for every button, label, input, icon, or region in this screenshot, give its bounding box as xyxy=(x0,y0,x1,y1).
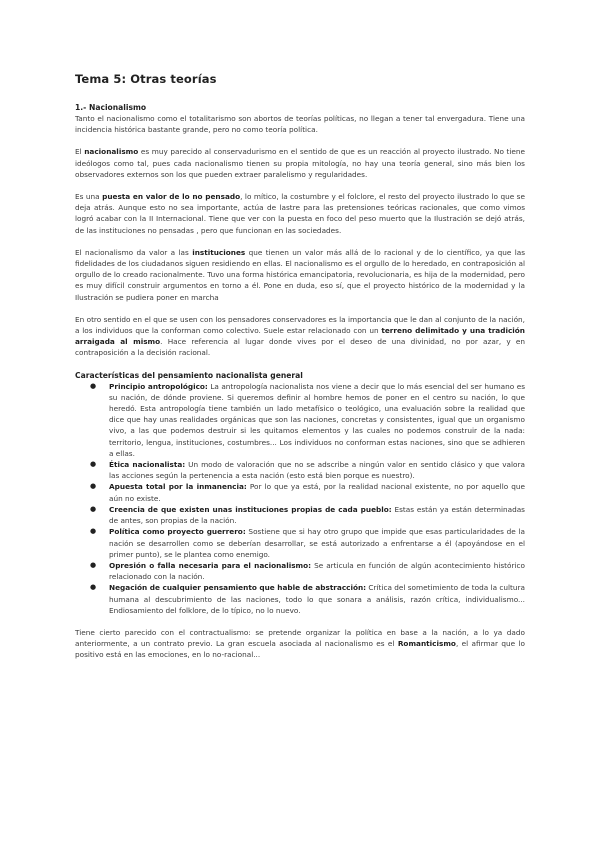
bullet-icon: ● xyxy=(90,460,97,469)
text-run: El xyxy=(75,147,85,157)
text-run: es muy parecido al conservadurismo en el sentido de que es un reacción al proyecto ilustrado. No tiene ideólogos como tal, pues cada nacionalismo tienen su propia mitología, no hay una teoría general, sino más bien los observadores externos son los que pueden extraer paralelismo y regularidades. xyxy=(75,147,525,179)
paragraph-3 xyxy=(75,191,525,236)
bullet-icon: ● xyxy=(90,504,97,513)
paragraph-4 xyxy=(75,247,525,303)
bullet-icon: ● xyxy=(90,583,97,592)
paragraph-5 xyxy=(75,314,525,359)
text-run: , lo mítico, la costumbre y el folclore, el resto del proyecto ilustrado lo que se deja atrás. Aunque esto no sea importante, actúa de lastre para las pretensiones teóricas racionales, que como vimos logró acabar con la II Internacional. Tiene que ver con la puesta en foco del peso muerto que la Ilustración se dejó atrás, de las instituciones no pensadas , pero que funcionan en las sociedades. xyxy=(75,192,525,235)
item-label: Creencia de que existen unas instituciones propias de cada pueblo: xyxy=(109,504,392,514)
bullet-icon: ● xyxy=(90,560,97,569)
text-run: que tienen un valor más allá de lo racional y de lo científico, ya que las fidelidades de los ciudadanos siguen residiendo en ellas. El nacionalismo es el orgullo de lo heredado, en contraposición al orgullo de lo creado racionalmente. Tuvo una forma histórica emancipatoria, revolucionaria, es hija de la modernidad, pero es muy difícil construir argumentos en torno a él. Pone en duda, eso sí, que el proyecto histórico de la modernidad y la Ilustración se pudiera poner en marcha xyxy=(75,247,525,302)
paragraph-2 xyxy=(75,146,525,180)
page-title: Tema 5: Otras teorías xyxy=(75,72,217,86)
text-run: En otro sentido en el que se usen con los pensadores conservadores es la importancia que le dan al conjunto de la nación, a los individuos que la conforman como colectivo. Suele estar relacionado con un xyxy=(75,314,525,336)
list-item xyxy=(75,560,525,582)
bullet-icon: ● xyxy=(90,482,97,491)
item-label: Negación de cualquier pensamiento que hable de abstracción: xyxy=(109,583,367,593)
item-label: Apuesta total por la inmanencia: xyxy=(109,482,247,492)
bold-term: terreno delimitado y una tradición arraigada al mismo xyxy=(75,326,525,347)
item-text: Un modo de valoración que no se adscribe a ningún valor en sentido clásico y que valora las acciones según la pertenencia a esta nación (esto está bien porque es nuestro). xyxy=(109,460,525,481)
characteristics-heading: Características del pensamiento nacionalista general xyxy=(75,370,303,380)
text-run: Es una xyxy=(75,192,103,202)
list-item xyxy=(75,459,525,481)
item-text: Se articula en función de algún acontecimiento histórico relacionado con la nación. xyxy=(109,560,526,582)
bullet-icon: ● xyxy=(90,527,97,536)
bold-term: puesta en valor de lo no pensado xyxy=(102,192,241,202)
paragraph-6 xyxy=(75,627,525,661)
text-run: , el afirmar que lo positivo está en las emociones, en lo no-racional... xyxy=(75,639,525,660)
list-item xyxy=(75,381,525,459)
text-run: Tiene cierto parecido con el contractualismo: se pretende organizar la política en base a la nación, a lo ya dado anteriormente, a un contrato previo. La gran escuela asociada al nacionalismo es el xyxy=(75,627,525,649)
item-label: Opresión o falla necesaria para el nacionalismo: xyxy=(109,560,312,570)
item-text: Estas están ya están determinadas de antes, son propias de la nación. xyxy=(109,504,525,526)
list-item xyxy=(75,582,525,616)
bold-term: instituciones xyxy=(192,247,246,257)
item-text: Crítica del sometimiento de toda la cultura humana al descubrimiento de las naciones, todo lo que sonara a análisis, razón crítica, individualismo... Endiosamiento del folklore, de lo típico, no lo nuevo. xyxy=(109,583,525,615)
item-text: Por lo que ya está, por la realidad nacional existente, no por aquello que aún no existe. xyxy=(109,482,525,503)
characteristics-list xyxy=(75,381,525,616)
list-item xyxy=(75,481,525,503)
list-item xyxy=(75,504,525,526)
item-label: Principio antropológico: xyxy=(109,381,208,391)
item-text: Sostiene que si hay otro grupo que impide que esas particularidades de la nación se desarrollen como se deberían desarrollar, se está autorizado a enfrentarse a él (apoyándose en el primer punto), se le plantea como enemigo. xyxy=(109,527,525,559)
text-run: . Hace referencia al lugar donde vives por el deseo de una divinidad, no por azar, y en contraposición a la decisión racional. xyxy=(75,337,525,358)
item-label: Política como proyecto guerrero: xyxy=(109,527,246,537)
bold-term: Romanticismo xyxy=(397,639,456,649)
item-text: La antropología nacionalista nos viene a decir que lo más esencial del ser humano es su nación, de dónde proviene. Si queremos definir al hombre hemos de poner en el centro su nación, lo que heredó. Esta antropología tiene también un lado metafísico o teológico, una evaluación sobre la realidad que dice que hay unas realidades orgánicas que son las naciones, concretas y consistentes, igual que un organismo vivo, a las que podemos destruir si les quitamos elementos y las cuales no podemos construir de la nada: territorio, lengua, instituciones, costumbres... Los individuos no conforman estas naciones, sino que se adhieren a ellas. xyxy=(109,381,526,458)
text-run: El nacionalismo da valor a las xyxy=(75,247,193,257)
paragraph-intro: Tanto el nacionalismo como el totalitarismo son abortos de teorías políticas, no llegan a tener tal envergadura. Tiene una incidencia histórica bastante grande, pero no como teoría política. xyxy=(75,114,525,135)
section-heading: 1.- Nacionalismo xyxy=(75,103,147,112)
item-label: Ética nacionalista: xyxy=(109,460,186,470)
list-item xyxy=(75,526,525,560)
bullet-icon: ● xyxy=(90,381,97,390)
bold-term: nacionalismo xyxy=(84,147,139,157)
